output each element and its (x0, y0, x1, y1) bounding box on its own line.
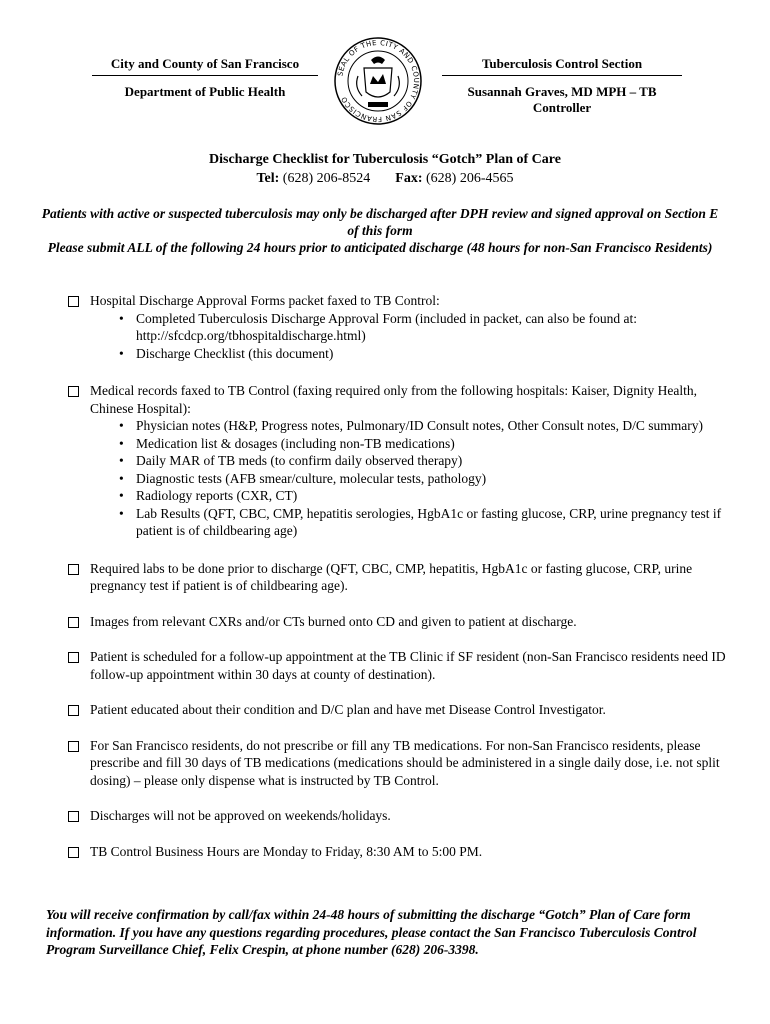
bullet-icon: • (119, 470, 124, 486)
bullet-icon: • (119, 488, 124, 503)
checklist-item (68, 807, 728, 825)
bullet-icon: • (119, 435, 124, 451)
bullet-text: Completed Tuberculosis Discharge Approval Form (included in packet, can also be found at: http://sfcdcp.org/tbhospitaldischarge.html) (136, 310, 638, 343)
bullet-list (90, 310, 728, 363)
bullet-icon: • (119, 418, 124, 433)
bullet-text: Lab Results (QFT, CBC, CMP, hepatitis serologies, HgbA1c or fasting glucose, CRP, urine pregnancy test if patient is of childbearing age) (136, 505, 722, 538)
svg-text:SEAL OF THE CITY AND COUNTY OF: SEAL OF THE CITY AND COUNTY OF SAN FRANCISCO (336, 38, 421, 124)
bullet-text: Discharge Checklist (this document) (136, 345, 334, 361)
bullet-item (119, 345, 728, 363)
header-right (442, 56, 682, 116)
header-city-county: City and County of San Francisco (92, 56, 318, 76)
bullet-item (119, 417, 728, 435)
bullet-item (119, 470, 728, 488)
notice-line-1: Patients with active or suspected tuberculosis may only be discharged after DPH review and signed approval on Section E of this form (41, 206, 719, 238)
checkbox-icon (68, 296, 79, 307)
checklist-item-text: Discharges will not be approved on weekends/holidays. (90, 808, 391, 823)
checkbox-icon (68, 617, 79, 628)
header-section: Tuberculosis Control Section (442, 56, 682, 76)
title-block (0, 150, 770, 188)
checkbox-icon (68, 564, 79, 575)
fax-value: (628) 206-4565 (426, 171, 514, 186)
checklist-item (68, 560, 728, 595)
checklist-item-text: Images from relevant CXRs and/or CTs burned onto CD and given to patient at discharge. (90, 613, 577, 629)
header-controller: Susannah Graves, MD MPH – TB Controller (467, 84, 657, 115)
checklist-item-text: Hospital Discharge Approval Forms packet faxed to TB Control: (90, 293, 440, 308)
bullet-item (119, 310, 728, 345)
checkbox-icon (68, 652, 79, 663)
contact-line (0, 169, 770, 188)
city-seal-icon (333, 36, 423, 126)
checklist-item-text: For San Francisco residents, do not prescribe or fill any TB medications. For non-San Francisco residents, please prescribe and fill 30 days of TB medications (medications should be administered in a single daily dose, i.e. not split dosing) – please only dispense what is instructed by TB Control. (90, 737, 720, 788)
bullet-item (119, 435, 728, 453)
header-department: Department of Public Health (124, 84, 286, 99)
checklist-item (68, 843, 728, 861)
checklist-item (68, 737, 728, 790)
tel-value: (628) 206-8524 (282, 171, 371, 186)
bullet-item (119, 487, 728, 505)
bullet-text: Radiology reports (CXR, CT) (136, 488, 298, 503)
bullet-text: Medication list & dosages (including non-TB medications) (136, 435, 455, 451)
footer-note: You will receive confirmation by call/fax within 24-48 hours of submitting the discharge “Gotch” Plan of Care form information. If you have any questions regarding procedures, please contact the San Francisco Tuberculosis Control Program Surveillance Chief, Felix Crespin, at phone number (628) 206-3398. (46, 907, 697, 957)
checkbox-icon (68, 811, 79, 822)
checklist (68, 292, 728, 860)
checkbox-icon (68, 386, 79, 397)
tel-label: Tel: (256, 171, 280, 186)
checkbox-icon (68, 741, 79, 752)
checklist-item-text: Patient is scheduled for a follow-up appointment at the TB Clinic if SF resident (non-San Francisco residents need ID follow-up appointment within 30 days at county of destination). (90, 649, 726, 682)
checkbox-icon (68, 847, 79, 858)
checklist-item-text: Required labs to be done prior to discharge (QFT, CBC, CMP, hepatitis, HgbA1c or fasting glucose, CRP, urine pregnancy test if patient is of childbearing age). (90, 560, 693, 593)
bullet-text: Daily MAR of TB meds (to confirm daily observed therapy) (136, 453, 463, 468)
checklist-item (68, 292, 728, 362)
checklist-item (68, 613, 728, 631)
checkbox-icon (68, 705, 79, 716)
discharge-notice (40, 205, 720, 256)
bullet-text: Diagnostic tests (AFB smear/culture, molecular tests, pathology) (136, 470, 487, 486)
bullet-item (119, 452, 728, 470)
header-left (92, 56, 318, 100)
checklist-item (68, 701, 728, 719)
page-title: Discharge Checklist for Tuberculosis “Gotch” Plan of Care (209, 152, 561, 167)
bullet-icon: • (119, 453, 124, 468)
checklist-item-text: Medical records faxed to TB Control (faxing required only from the following hospitals: Kaiser, Dignity Health, Chinese Hospital): (90, 383, 697, 416)
checklist-item-text: TB Control Business Hours are Monday to Friday, 8:30 AM to 5:00 PM. (90, 843, 483, 859)
bullet-icon: • (119, 345, 124, 361)
checklist-item-text: Patient educated about their condition and D/C plan and have met Disease Control Investigator. (90, 702, 606, 717)
checklist-item (68, 382, 728, 540)
fax-label: Fax: (395, 171, 423, 186)
checklist-item (68, 648, 728, 683)
bullet-item (119, 505, 728, 540)
bullet-icon: • (119, 505, 124, 521)
notice-line-2: Please submit ALL of the following 24 hours prior to anticipated discharge (48 hours for non-San Francisco Residents) (47, 240, 713, 255)
bullet-icon: • (119, 310, 124, 326)
bullet-text: Physician notes (H&P, Progress notes, Pulmonary/ID Consult notes, Other Consult notes, D/C summary) (136, 418, 703, 433)
bullet-list (90, 417, 728, 540)
